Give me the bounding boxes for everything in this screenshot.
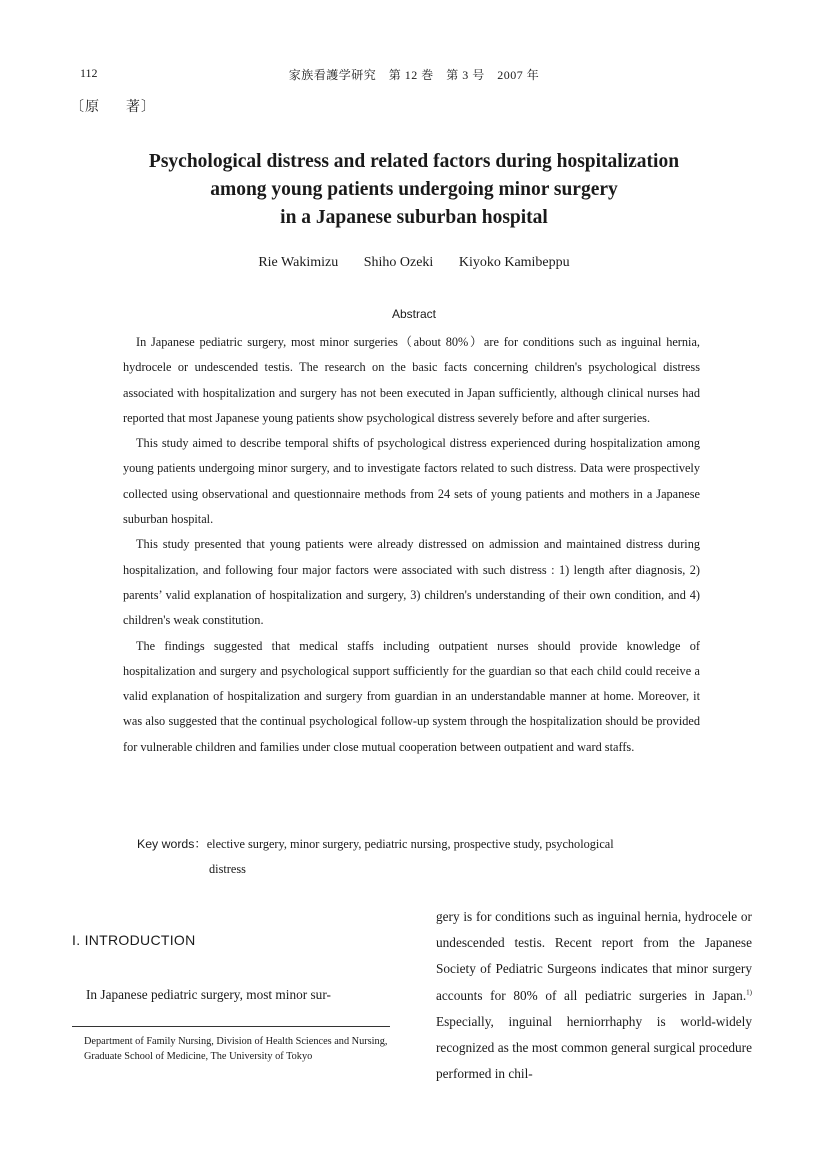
title-line-1: Psychological distress and related factors during hospitalization — [148, 151, 680, 172]
keywords-block — [137, 832, 702, 883]
body-text: Especially, inguinal herniorrhaphy is world-widely recognized as the most common general surgical procedure performed in chil- — [436, 1013, 752, 1082]
author-name: Rie Wakimizu — [258, 255, 339, 270]
abstract-paragraph: The findings suggested that medical staffs including outpatient nurses should provide knowledge of hospitalization and surgery and psychological support sufficiently for the guardian so that each child could receive a valid explanation of hospitalization and surgery from guardian in an understandable manner at home. Moreover, it was also suggested that the continual psychological follow-up system through the hospitalization should be provided for vulnerable children and families under close mutual cooperation between outpatient and ward staffs. — [123, 638, 700, 754]
keywords-line-1: elective surgery, minor surgery, pediatric nursing, prospective study, psychological — [206, 837, 614, 851]
body-paragraph — [436, 904, 752, 1087]
journal-running-header: 家族看護学研究 第 12 巻 第 3 号 2007 年 — [288, 68, 540, 82]
abstract-heading: Abstract — [391, 307, 436, 321]
author-list — [0, 255, 828, 271]
reference-superscript: 1) — [746, 988, 752, 997]
author-name: Shiho Ozeki — [363, 255, 434, 270]
article-title — [80, 148, 748, 232]
body-paragraph: In Japanese pediatric surgery, most minor sur- — [86, 987, 331, 1002]
affiliation-footnote: Department of Family Nursing, Division of Health Sciences and Nursing, Graduate School of Medicine, The University of Tokyo — [84, 1036, 388, 1062]
title-line-3: in a Japanese suburban hospital — [280, 207, 548, 228]
article-type-open: 〔原 — [70, 100, 100, 115]
introduction-right-column — [436, 904, 752, 1087]
article-type-label — [70, 96, 156, 116]
introduction-left-column — [72, 982, 390, 1008]
section-heading-introduction: I. INTRODUCTION — [72, 932, 196, 948]
page-number: 112 — [80, 66, 98, 80]
abstract-paragraph: In Japanese pediatric surgery, most minor surgeries（about 80%）are for conditions such as inguinal hernia, hydrocele or undescended testis. The research on the basic facts concerning children's psychological distress associated with hospitalization and surgery has not been executed in Japan sufficiently, although clinical nurses had reported that most Japanese young patients show psychological distress severely before and after surgeries. — [123, 335, 700, 425]
footnote-divider — [72, 1026, 390, 1027]
abstract-paragraph: This study aimed to describe temporal shifts of psychological distress experienced during hospitalization among young patients undergoing minor surgery, and to investigate factors related to such distress. Data were prospectively collected using observational and questionnaire methods from 24 sets of young patients and mothers in a Japanese suburban hospital. — [123, 436, 700, 527]
keywords-label: Key words： — [137, 837, 207, 851]
title-line-2: among young patients undergoing minor surgery — [210, 179, 618, 200]
abstract-paragraph: This study presented that young patients were already distressed on admission and maintained distress during hospitalization, and following four major factors were associated with such distress : 1) length after diagnosis, 2) parents’ valid explanation of hospitalization and surgery, 3) children's understanding of their own condition, and 4) children's weak constitution. — [123, 537, 700, 628]
abstract-body — [123, 330, 700, 760]
article-type-close: 著〕 — [126, 100, 156, 115]
body-text: gery is for conditions such as inguinal hernia, hydrocele or undescended testis. Recent report from the Japanese Society of Pediatric Surgeons indicates that minor surgery accounts for 80% of all pediatric surgeries in Japan. — [436, 909, 752, 1003]
keywords-line-2: distress — [209, 862, 246, 877]
author-name: Kiyoko Kamibeppu — [458, 255, 570, 270]
